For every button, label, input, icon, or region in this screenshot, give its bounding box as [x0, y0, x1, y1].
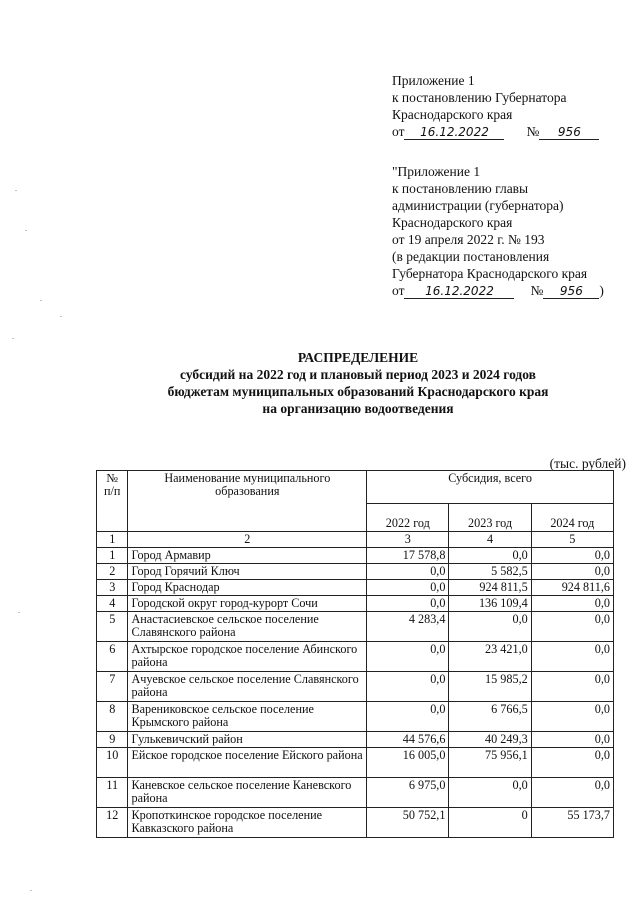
subsidy-2022: 17 578,8 — [367, 548, 449, 564]
subsidy-2023: 75 956,1 — [449, 748, 531, 778]
subsidy-2024: 0,0 — [531, 596, 613, 612]
appendix-region-line: Краснодарского края — [392, 107, 513, 122]
handwritten-date: 16.12.2022 — [404, 125, 504, 140]
row-number: 11 — [97, 778, 128, 808]
handwritten-date: 16.12.2022 — [404, 284, 514, 299]
table-row — [97, 596, 614, 612]
quoted-edition-line: (в редакции постановления — [392, 249, 550, 264]
subsidy-2023: 924 811,5 — [449, 580, 531, 596]
scan-speck — [40, 300, 42, 301]
scan-speck — [15, 190, 17, 191]
table-row — [97, 564, 614, 580]
row-number: 6 — [97, 642, 128, 672]
column-number: 4 — [449, 532, 531, 548]
subsidy-2024: 924 811,6 — [531, 580, 613, 596]
subsidy-2024: 0,0 — [531, 642, 613, 672]
subsidy-2024: 0,0 — [531, 778, 613, 808]
appendix-resolution-line: к постановлению Губернатора — [392, 90, 567, 105]
subsidy-2023: 5 582,5 — [449, 564, 531, 580]
subsidy-2023: 6 766,5 — [449, 702, 531, 732]
number-prefix: № — [526, 124, 540, 139]
subsidy-2024: 0,0 — [531, 748, 613, 778]
table-row — [97, 748, 614, 778]
title-line-2: субсидий на 2022 год и плановый период 2023 и 2024 годов — [180, 367, 536, 382]
date-prefix: от — [392, 283, 405, 298]
quoted-appendix-title: "Приложение 1 — [392, 164, 481, 179]
row-number: 2 — [97, 564, 128, 580]
table-header-row — [97, 471, 614, 504]
header-2023: 2023 год — [449, 504, 531, 532]
row-number: 10 — [97, 748, 128, 778]
title-heading: РАСПРЕДЕЛЕНИЕ — [297, 350, 419, 365]
table-body — [97, 548, 614, 838]
municipality-name: Варениковское сельское поселение Крымского района — [128, 702, 367, 732]
municipality-name: Город Горячий Ключ — [128, 564, 367, 580]
subsidy-2023: 15 985,2 — [449, 672, 531, 702]
table-row — [97, 548, 614, 564]
table-row — [97, 732, 614, 748]
scan-speck — [30, 890, 32, 891]
subsidy-2024: 0,0 — [531, 548, 613, 564]
handwritten-number: 956 — [543, 284, 599, 299]
municipality-name: Каневское сельское поселение Каневского района — [128, 778, 367, 808]
row-number: 7 — [97, 672, 128, 702]
appendix-date-line — [392, 123, 599, 140]
title-line-4: на организацию водоотведения — [262, 401, 454, 416]
subsidy-2023: 0,0 — [449, 548, 531, 564]
column-number: 5 — [531, 532, 613, 548]
subsidy-2022: 0,0 — [367, 596, 449, 612]
subsidy-2024: 0,0 — [531, 612, 613, 642]
scan-speck — [18, 612, 20, 613]
subsidy-2022: 50 752,1 — [367, 808, 449, 838]
scan-speck — [25, 230, 27, 231]
municipality-name: Ачуевское сельское поселение Славянского района — [128, 672, 367, 702]
number-prefix: № — [530, 283, 544, 298]
subsidy-2022: 0,0 — [367, 642, 449, 672]
subsidy-2022: 0,0 — [367, 672, 449, 702]
subsidy-2022: 4 283,4 — [367, 612, 449, 642]
subsidy-2024: 55 173,7 — [531, 808, 613, 838]
subsidy-2022: 44 576,6 — [367, 732, 449, 748]
header-subsidy: Субсидия, всего — [367, 471, 614, 504]
column-number-row — [97, 532, 614, 548]
header-2022: 2022 год — [367, 504, 449, 532]
subsidy-2023: 0,0 — [449, 612, 531, 642]
municipality-name: Город Краснодар — [128, 580, 367, 596]
table-row — [97, 702, 614, 732]
table-row — [97, 580, 614, 596]
unit-label: (тыс. рублей) — [549, 456, 626, 471]
subsidy-2024: 0,0 — [531, 702, 613, 732]
municipality-name: Ахтырское городское поселение Абинского района — [128, 642, 367, 672]
subsidy-2022: 6 975,0 — [367, 778, 449, 808]
quoted-governor-line: Губернатора Краснодарского края — [392, 266, 588, 281]
row-number: 1 — [97, 548, 128, 564]
subsidy-2023: 40 249,3 — [449, 732, 531, 748]
subsidy-2022: 16 005,0 — [367, 748, 449, 778]
subsidy-2022: 0,0 — [367, 702, 449, 732]
column-number: 2 — [128, 532, 367, 548]
table-row — [97, 672, 614, 702]
subsidy-table — [96, 470, 614, 838]
municipality-name: Городской округ город-курорт Сочи — [128, 596, 367, 612]
quoted-region-line: Краснодарского края — [392, 215, 513, 230]
row-number: 5 — [97, 612, 128, 642]
document-title — [60, 349, 640, 417]
quoted-signature-line — [392, 282, 604, 299]
table-row — [97, 642, 614, 672]
scan-speck — [60, 316, 62, 317]
handwritten-number: 956 — [539, 125, 599, 140]
quoted-date-line: от 19 апреля 2022 г. № 193 — [392, 232, 545, 247]
subsidy-2024: 0,0 — [531, 732, 613, 748]
municipality-name: Ейское городское поселение Ейского района — [128, 748, 367, 778]
subsidy-2023: 0 — [449, 808, 531, 838]
subsidy-2024: 0,0 — [531, 564, 613, 580]
column-number: 1 — [97, 532, 128, 548]
scan-speck — [12, 338, 14, 339]
header-name: Наименование муниципального образования — [128, 471, 367, 532]
municipality-name: Кропоткинское городское поселение Кавказского района — [128, 808, 367, 838]
quoted-administration-line: администрации (губернатора) — [392, 198, 564, 213]
subsidy-2022: 0,0 — [367, 580, 449, 596]
title-line-3: бюджетам муниципальных образований Краснодарского края — [167, 384, 549, 399]
column-number: 3 — [367, 532, 449, 548]
row-number: 3 — [97, 580, 128, 596]
subsidy-2022: 0,0 — [367, 564, 449, 580]
table-row — [97, 612, 614, 642]
closing-paren: ) — [599, 283, 604, 298]
subsidy-2023: 136 109,4 — [449, 596, 531, 612]
row-number: 9 — [97, 732, 128, 748]
header-num: № п/п — [97, 471, 128, 532]
appendix-title: Приложение 1 — [392, 73, 475, 88]
subsidy-2024: 0,0 — [531, 672, 613, 702]
municipality-name: Гулькевичский район — [128, 732, 367, 748]
quoted-resolution-line: к постановлению главы — [392, 181, 529, 196]
municipality-name: Город Армавир — [128, 548, 367, 564]
table-row — [97, 778, 614, 808]
appendix-header — [392, 72, 599, 140]
header-2024: 2024 год — [531, 504, 613, 532]
date-prefix: от — [392, 124, 405, 139]
subsidy-2023: 0,0 — [449, 778, 531, 808]
row-number: 8 — [97, 702, 128, 732]
subsidy-2023: 23 421,0 — [449, 642, 531, 672]
row-number: 12 — [97, 808, 128, 838]
quoted-appendix — [392, 163, 604, 299]
table-row — [97, 808, 614, 838]
municipality-name: Анастасиевское сельское поселение Славянского района — [128, 612, 367, 642]
row-number: 4 — [97, 596, 128, 612]
